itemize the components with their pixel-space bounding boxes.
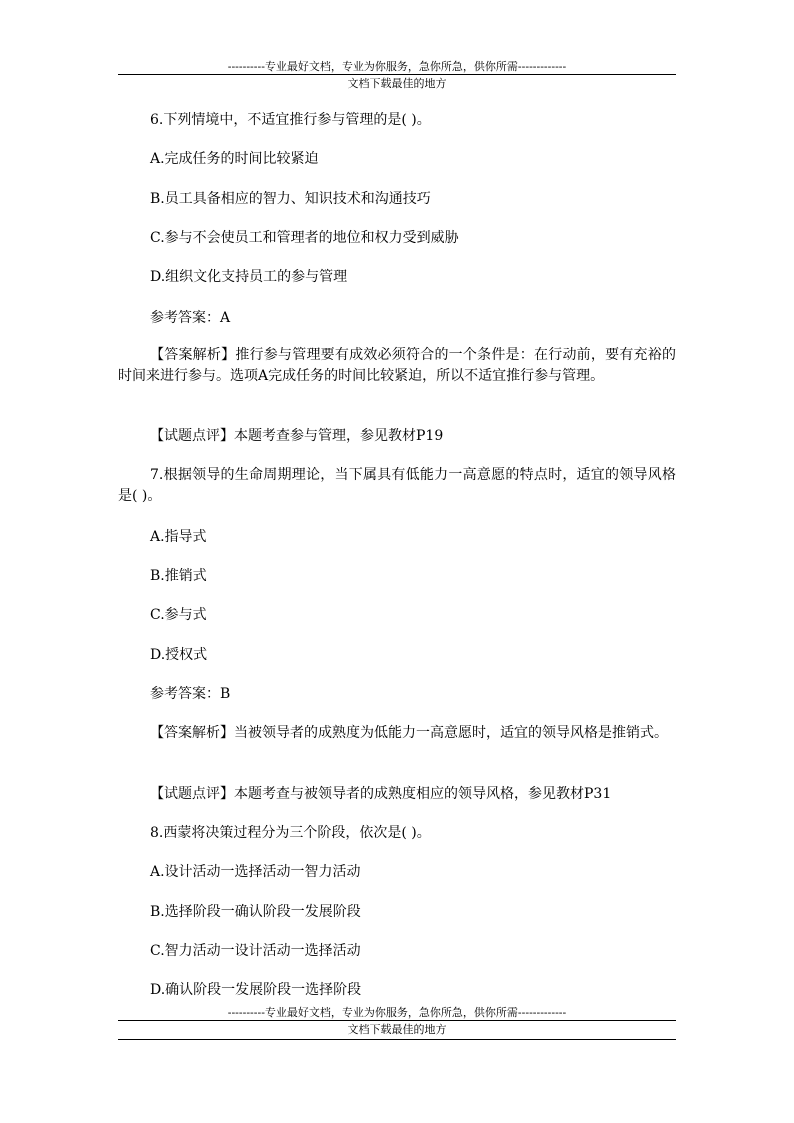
option-d: D.授权式: [150, 647, 208, 663]
question-comment: 【试题点评】本题考查与被领导者的成熟度相应的领导风格，参见教材P31: [150, 786, 612, 802]
question-stem: 8.西蒙将决策过程分为三个阶段，依次是( )。: [150, 825, 431, 841]
option-c: C.参与式: [150, 607, 207, 623]
answer-analysis: 【答案解析】推行参与管理要有成效必须符合的一个条件是：在行动前，要有充裕的时间来进行参与。选项A完成任务的时间比较紧迫，所以不适宜推行参与管理。: [118, 347, 676, 384]
option-b: B.推销式: [150, 568, 207, 584]
option-d: D.组织文化支持员工的参与管理: [150, 269, 348, 285]
question-stem: 7.根据领导的生命周期理论，当下属具有低能力一高意愿的特点时，适宜的领导风格是( )。: [118, 467, 676, 504]
reference-answer: 参考答案：B: [150, 686, 231, 702]
option-b: B.选择阶段一确认阶段一发展阶段: [150, 904, 361, 920]
answer-analysis: 【答案解析】当被领导者的成熟度为低能力一高意愿时，适宜的领导风格是推销式。: [150, 725, 668, 741]
footer-subtitle: 文档下载最佳的地方: [347, 1023, 447, 1036]
footer-rule-top: [118, 1020, 676, 1021]
option-a: A.设计活动一选择活动一智力活动: [150, 864, 361, 880]
option-d: D.确认阶段一发展阶段一选择阶段: [150, 982, 362, 998]
header-tagline: ----------专业最好文档，专业为你服务，急你所急，供你所需-------------: [227, 60, 567, 73]
option-a: A.完成任务的时间比较紧迫: [150, 151, 319, 167]
question-comment: 【试题点评】本题考查参与管理，参见教材P19: [150, 428, 444, 444]
reference-answer: 参考答案：A: [150, 310, 231, 326]
option-c: C.智力活动一设计活动一选择活动: [150, 943, 361, 959]
option-b: B.员工具备相应的智力、知识技术和沟通技巧: [150, 191, 431, 207]
footer-rule-bottom: [118, 1039, 676, 1040]
question-stem: 6.下列情境中，不适宜推行参与管理的是( )。: [150, 112, 431, 128]
header-subtitle: 文档下载最佳的地方: [347, 77, 447, 90]
option-c: C.参与不会使员工和管理者的地位和权力受到威胁: [150, 230, 459, 246]
option-a: A.指导式: [150, 529, 207, 545]
header-rule: [118, 74, 676, 75]
footer-tagline: ----------专业最好文档，专业为你服务，急你所急，供你所需-------------: [227, 1006, 567, 1019]
